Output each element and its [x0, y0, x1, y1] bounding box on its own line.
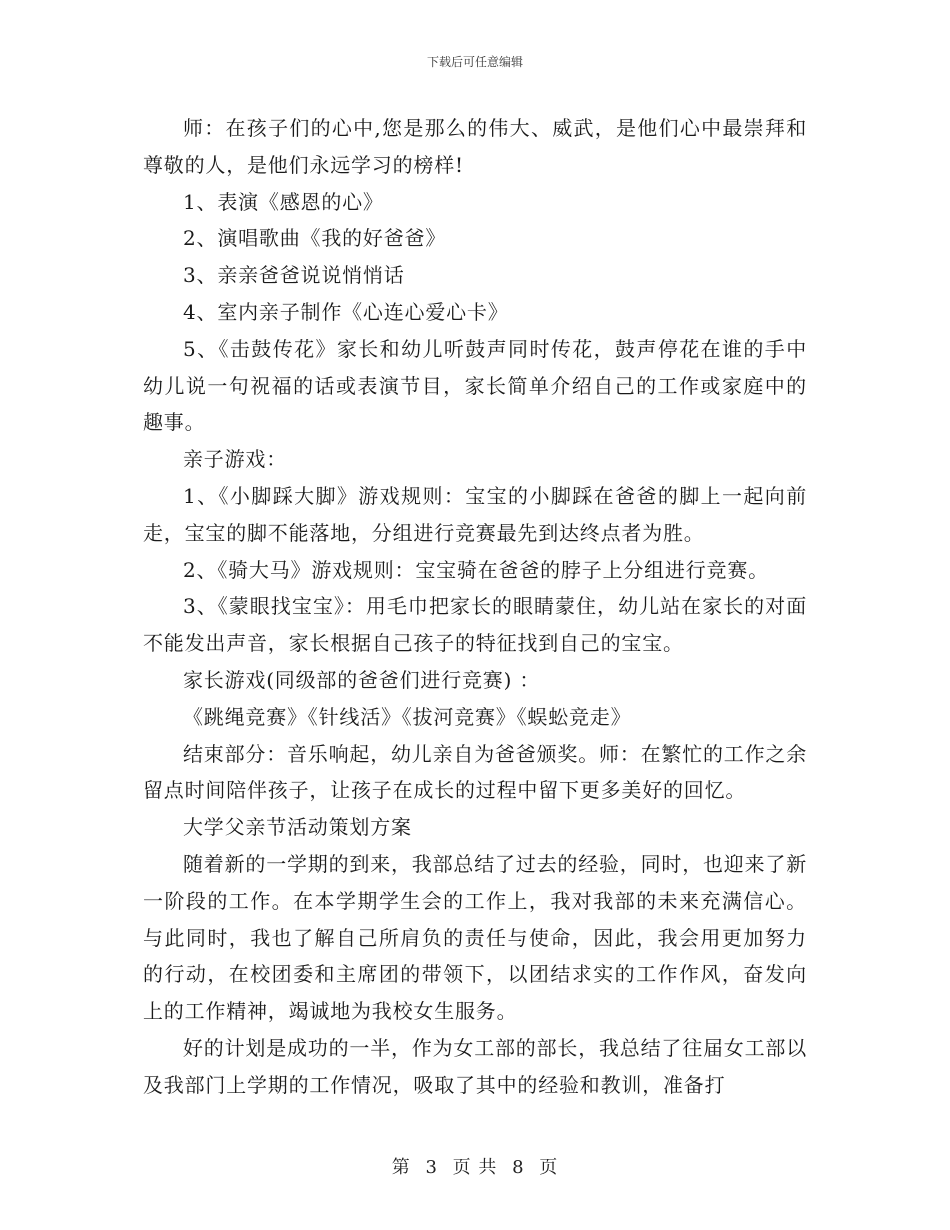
- list-item-3: 3、亲亲爸爸说说悄悄话: [183, 263, 405, 288]
- footer-mid: 页 共: [452, 1157, 498, 1178]
- paragraph-good-plan: 好的计划是成功的一半，作为女工部的部长，我总结了往届女工部以及我部门上学期的工作情况，吸取了其中的经验和教训，准备打: [143, 1035, 807, 1097]
- game-item-3: 3、《蒙眼找宝宝》：用毛巾把家长的眼睛蒙住，幼儿站在家长的对面不能发出声音，家长根据自己孩子的特征找到自己的宝宝。: [143, 594, 807, 656]
- section-heading-parent-games: 家长游戏(同级部的爸爸们进行竞赛) ：: [183, 667, 541, 692]
- paragraph-teacher-intro: 师：在孩子们的心中,您是那么的伟大、威武，是他们心中最崇拜和尊敬的人，是他们永远学习的榜样!: [143, 116, 807, 177]
- game-item-2: 2、《骑大马》游戏规则：宝宝骑在爸爸的脖子上分组进行竞赛。: [183, 557, 769, 582]
- page-footer: [0, 1153, 950, 1179]
- section-heading-parent-child-games: 亲子游戏：: [183, 447, 287, 472]
- document-body: [143, 110, 807, 1104]
- list-item-1: 1、表演《感恩的心》: [183, 189, 384, 214]
- game-item-1: 1、《小脚踩大脚》游戏规则：宝宝的小脚踩在爸爸的脚上一起向前走，宝宝的脚不能落地，分组进行竞赛最先到达终点者为胜。: [143, 483, 807, 545]
- footer-suffix: 页: [539, 1157, 559, 1178]
- page-header: 下载后可任意编辑: [426, 55, 523, 69]
- list-item-2: 2、演唱歌曲《我的好爸爸》: [183, 226, 447, 251]
- paragraph-new-semester: 随着新的一学期的到来，我部总结了过去的经验，同时，也迎来了新一阶段的工作。在本学期学生会的工作上，我对我部的未来充满信心。与此同时，我也了解自己所肩负的责任与使命，因此，我会用更加努力的行动，在校团委和主席团的带领下，以团结求实的工作作风，奋发向上的工作精神，竭诚地为我校女生服务。: [143, 851, 807, 1024]
- parent-games-list: 《跳绳竞赛》《针线活》《拔河竞赛》《蜈蚣竞走》: [183, 704, 632, 729]
- footer-current-page: 3: [425, 1157, 438, 1178]
- footer-total-pages: 8: [512, 1157, 525, 1178]
- list-item-5: 5、《击鼓传花》家长和幼儿听鼓声同时传花，鼓声停花在谁的手中幼儿说一句祝福的话或表演节目，家长简单介绍自己的工作或家庭中的趣事。: [143, 336, 807, 435]
- list-item-4: 4、室内亲子制作《心连心爱心卡》: [183, 299, 509, 324]
- section-title-plan: 大学父亲节活动策划方案: [183, 815, 412, 840]
- paragraph-closing: 结束部分：音乐响起，幼儿亲自为爸爸颁奖。师：在繁忙的工作之余留点时间陪伴孩子，让孩子在成长的过程中留下更多美好的回忆。: [143, 741, 807, 803]
- footer-prefix: 第: [391, 1157, 411, 1178]
